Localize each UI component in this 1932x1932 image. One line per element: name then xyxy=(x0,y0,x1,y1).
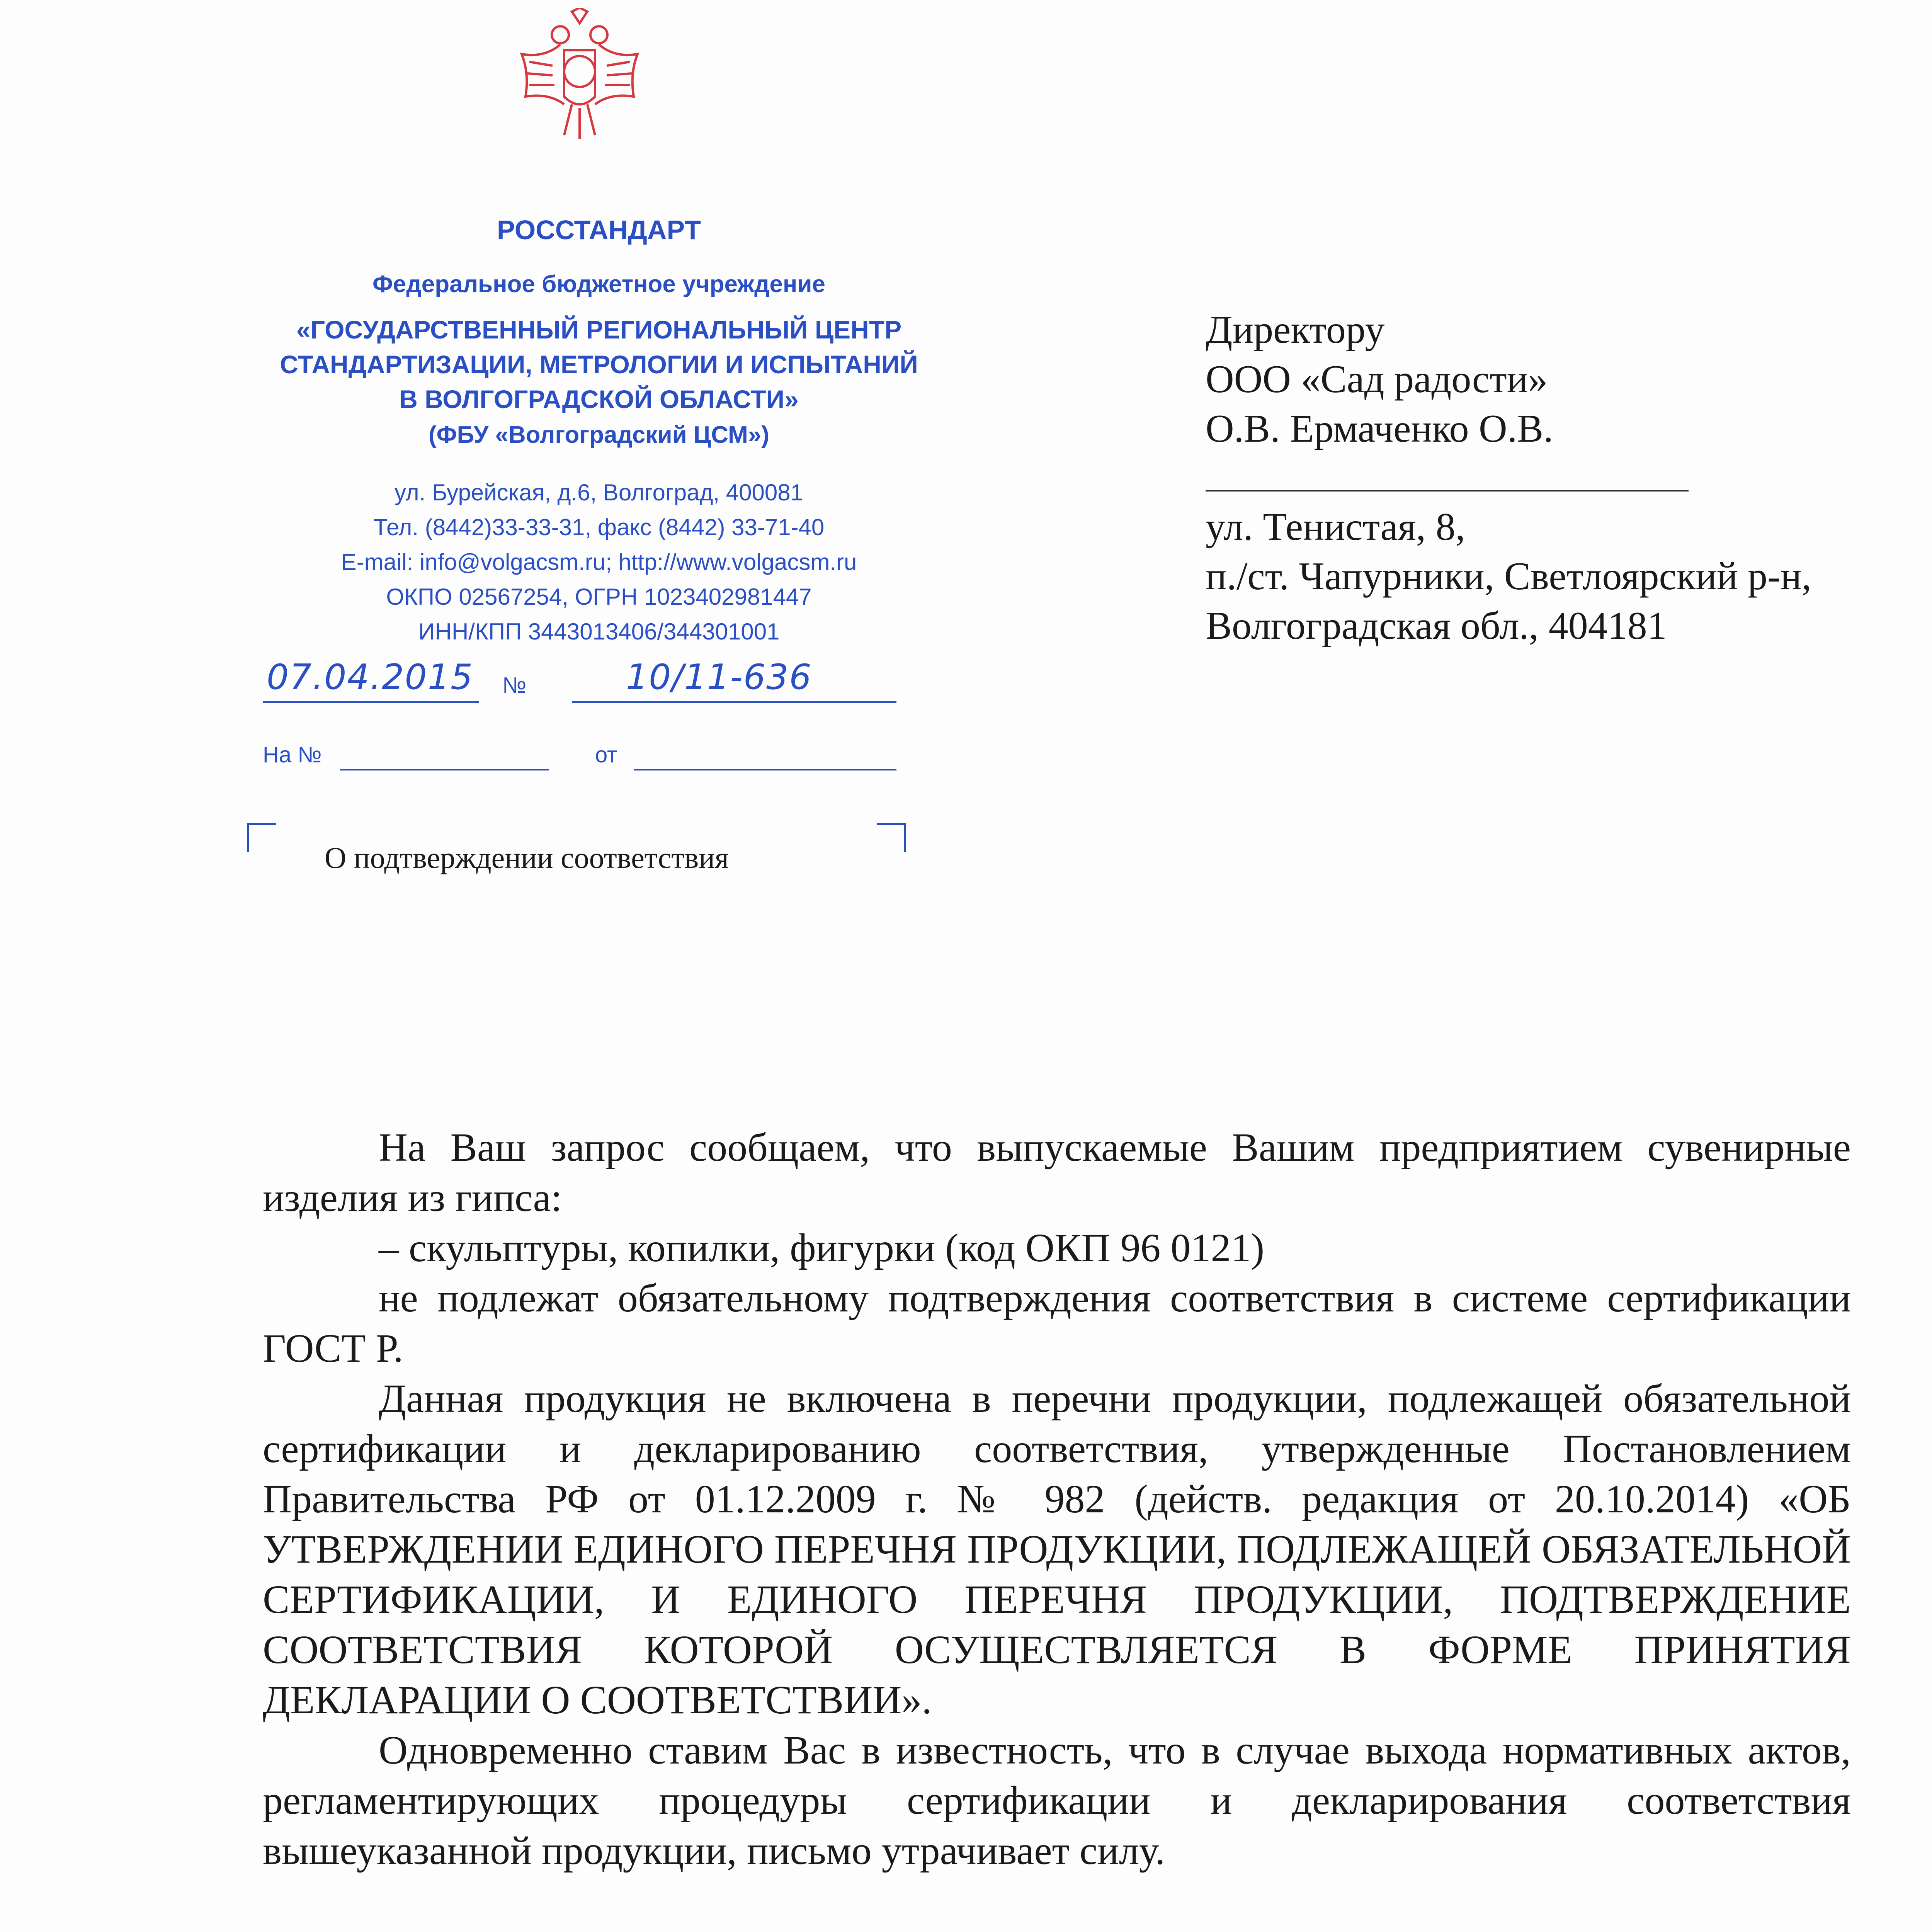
reference-label: На № xyxy=(263,742,322,767)
org-phone: Тел. (8442)33-33-31, факс (8442) 33-71-40 xyxy=(373,514,825,540)
addressee-street: ул. Тенистая, 8, xyxy=(1206,505,1466,549)
org-okpo: ОКПО 02567254, ОГРН 1023402981447 xyxy=(386,584,812,610)
agency-name: РОССТАНДАРТ xyxy=(497,215,701,245)
letter-body xyxy=(263,1122,1851,1876)
addressee-position: Директору xyxy=(1206,308,1385,352)
addressee-company: ООО «Сад радости» xyxy=(1206,357,1548,401)
number-label: № xyxy=(502,673,527,698)
org-email-web: E-mail: info@volgacsm.ru; http://www.volgacsm.ru xyxy=(341,549,857,575)
addressee-address xyxy=(1206,502,1811,651)
outgoing-number: 10/11-636 xyxy=(626,657,812,697)
addressee-region: Волгоградская обл., 404181 xyxy=(1206,604,1667,648)
addressee-name: О.В. Ермаченко О.В. xyxy=(1206,407,1553,451)
body-paragraph-3: не подлежат обязательному подтверждения соответствия в системе сертификации ГОСТ Р. xyxy=(263,1276,1851,1371)
institution-type: Федеральное бюджетное учреждение xyxy=(372,271,825,298)
from-underline xyxy=(634,769,896,770)
org-name-line1: «ГОСУДАРСТВЕННЫЙ РЕГИОНАЛЬНЫЙ ЦЕНТР xyxy=(296,315,902,344)
org-inn: ИНН/КПП 3443013406/344301001 xyxy=(418,619,780,645)
org-name-line3: В ВОЛГОГРАДСКОЙ ОБЛАСТИ» xyxy=(399,385,799,413)
addressee-block xyxy=(1206,305,1553,454)
subject-bracket-left xyxy=(247,823,276,852)
addressee-divider xyxy=(1206,490,1689,492)
addressee-settlement: п./ст. Чапурники, Светлоярский р-н, xyxy=(1206,554,1812,598)
org-name-line2: СТАНДАРТИЗАЦИИ, МЕТРОЛОГИИ И ИСПЫТАНИЙ xyxy=(280,350,918,379)
org-address: ул. Бурейская, д.6, Волгоград, 400081 xyxy=(394,480,804,505)
body-paragraph-2: – скульптуры, копилки, фигурки (код ОКП 96 0121) xyxy=(379,1226,1265,1270)
body-paragraph-4: Данная продукция не включена в перечни продукции, подлежащей обязательной сертификации и декларированию соответствия, утвержденные Постановлением Правительства РФ от 01.12.2009 г. № 982 (действ. редакция от 20.10.2014) «ОБ УТВЕРЖДЕНИИ ЕДИНОГО ПЕРЕЧНЯ ПРОДУКЦИИ, ПОДЛЕЖАЩЕЙ ОБЯЗАТЕЛЬНОЙ СЕРТИФИКАЦИИ, И ЕДИНОГО ПЕРЕЧНЯ ПРОДУКЦИИ, ПОДТВЕРЖДЕНИЕ СООТВЕТСТВИЯ КОТОРОЙ ОСУЩЕСТВЛЯЕТСЯ В ФОРМЕ ПРИНЯТИЯ ДЕКЛАРАЦИИ О СООТВЕТСТВИИ». xyxy=(263,1376,1851,1722)
body-paragraph-1: На Ваш запрос сообщаем, что выпускаемые Вашим предприятием сувенирные изделия из гипса: xyxy=(263,1125,1851,1220)
subject-bracket-right xyxy=(877,823,906,852)
body-paragraph-5: Одновременно ставим Вас в известность, что в случае выхода нормативных актов, регламентирующих процедуры сертификации и декларирования соответствия вышеуказанной продукции, письмо утрачивает силу. xyxy=(263,1728,1851,1873)
outgoing-date: 07.04.2015 xyxy=(267,657,474,697)
letter-subject: О подтверждении соответствия xyxy=(325,841,729,874)
org-short-name: (ФБУ «Волгоградский ЦСМ») xyxy=(429,422,769,448)
number-underline xyxy=(572,701,896,703)
coat-of-arms-icon xyxy=(514,8,645,147)
date-underline xyxy=(263,701,479,703)
from-label: от xyxy=(595,742,617,767)
reference-underline xyxy=(340,769,549,770)
